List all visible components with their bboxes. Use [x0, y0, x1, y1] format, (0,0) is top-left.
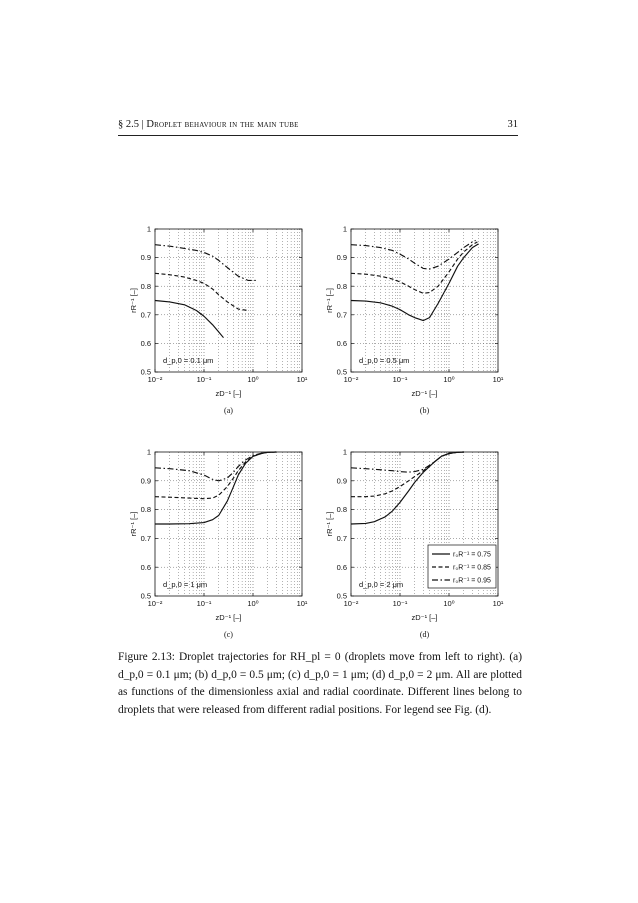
- panel-a: [129, 225, 308, 415]
- x-tick-label: 10¹: [296, 375, 308, 384]
- y-tick-label: 0.8: [336, 281, 347, 291]
- section-title: Droplet behaviour in the main tube: [146, 119, 299, 130]
- y-tick-label: 0.8: [140, 505, 151, 515]
- y-tick-label: 0.6: [336, 562, 347, 572]
- caption-text: Droplet trajectories for RH_pl = 0 (droplets move from left to right). (a) d_p,0 = 0.1 μm; (b) d_p,0 = 0.5 μm; (c) d_p,0 = 1 μm; (d) d_p,0 = 2 μm. All are plotted as functions of the dimensionless axial and radial coordinate. Different lines belong to droplets that were released from different radial positions. For legend see Fig. (d).: [118, 651, 522, 716]
- x-tick-label: 10⁻²: [147, 599, 163, 608]
- x-tick-label: 10⁰: [247, 599, 259, 608]
- y-tick-label: 0.5: [336, 367, 347, 377]
- series-line-dashdot: [155, 452, 276, 481]
- caption-label: Figure 2.13:: [118, 651, 175, 663]
- y-axis-label: rR⁻¹ [–]: [129, 511, 138, 537]
- y-tick-label: 0.9: [336, 253, 347, 263]
- axes-frame: [155, 229, 302, 372]
- y-tick-label: 0.5: [336, 591, 347, 601]
- series-line-dashed: [155, 452, 276, 499]
- panel-label: (b): [419, 406, 430, 415]
- series-line-solid: [155, 452, 276, 524]
- x-tick-label: 10¹: [492, 375, 504, 384]
- panel-c: [129, 448, 308, 639]
- panel-label: (c): [224, 630, 233, 639]
- y-tick-label: 1: [146, 224, 151, 234]
- y-tick-label: 0.9: [140, 253, 151, 263]
- x-tick-label: 10⁰: [443, 599, 455, 608]
- y-axis-label: rR⁻¹ [–]: [129, 288, 138, 313]
- panel-label: (d): [419, 630, 430, 639]
- axes-frame: [351, 229, 498, 372]
- section-number: § 2.5: [118, 119, 139, 130]
- panel-label: (a): [224, 406, 233, 415]
- size-annotation: d_p,0 = 1 μm: [163, 580, 208, 589]
- x-tick-label: 10¹: [492, 599, 504, 608]
- size-annotation: d_p,0 = 0.5 μm: [359, 356, 410, 365]
- figure-caption: [118, 649, 522, 719]
- legend-label: r₀R⁻¹ = 0.85: [453, 564, 491, 572]
- header-separator: |: [141, 119, 144, 130]
- page-number: 31: [507, 119, 518, 130]
- x-tick-label: 10⁻¹: [196, 375, 212, 384]
- y-tick-label: 0.6: [140, 562, 151, 572]
- x-tick-label: 10⁻²: [147, 375, 163, 384]
- y-tick-label: 0.7: [336, 534, 347, 543]
- panel-b: [325, 225, 504, 415]
- x-tick-label: 10⁻²: [343, 599, 359, 608]
- y-tick-label: 0.6: [336, 339, 347, 348]
- legend-label: r₀R⁻¹ = 0.75: [453, 551, 491, 559]
- x-tick-label: 10⁰: [443, 375, 455, 384]
- x-tick-label: 10⁰: [247, 375, 259, 384]
- y-tick-label: 0.9: [336, 476, 347, 486]
- x-tick-label: 10⁻¹: [392, 375, 408, 384]
- legend-label: r₀R⁻¹ = 0.95: [453, 577, 491, 585]
- panel-d: [325, 448, 504, 639]
- y-tick-label: 0.5: [140, 591, 151, 601]
- x-axis-label: zD⁻¹ [–]: [411, 613, 438, 622]
- y-tick-label: 0.7: [140, 534, 151, 543]
- y-tick-label: 1: [342, 224, 347, 234]
- y-tick-label: 0.6: [140, 339, 151, 348]
- x-tick-label: 10⁻¹: [392, 599, 408, 608]
- size-annotation: d_p,0 = 2 μm: [359, 580, 404, 589]
- y-axis-label: rR⁻¹ [–]: [325, 288, 334, 313]
- y-tick-label: 1: [146, 447, 151, 457]
- x-axis-label: zD⁻¹ [–]: [215, 389, 242, 398]
- x-axis-label: zD⁻¹ [–]: [411, 389, 438, 398]
- y-tick-label: 0.7: [336, 310, 347, 320]
- y-tick-label: 0.5: [140, 367, 151, 377]
- y-tick-label: 0.8: [140, 281, 151, 291]
- x-tick-label: 10¹: [296, 599, 308, 608]
- y-tick-label: 1: [342, 447, 347, 457]
- y-tick-label: 0.7: [140, 310, 151, 320]
- series-line-dashed: [351, 242, 477, 293]
- x-axis-label: zD⁻¹ [–]: [215, 613, 242, 622]
- legend: [428, 545, 496, 588]
- y-tick-label: 0.9: [140, 476, 151, 486]
- y-tick-label: 0.8: [336, 505, 347, 515]
- x-tick-label: 10⁻¹: [196, 599, 212, 608]
- series-line-solid: [351, 244, 479, 321]
- y-axis-label: rR⁻¹ [–]: [325, 511, 334, 537]
- x-tick-label: 10⁻²: [343, 375, 359, 384]
- series-line-dashdot: [351, 240, 476, 269]
- size-annotation: d_p,0 = 0.1 μm: [163, 356, 214, 365]
